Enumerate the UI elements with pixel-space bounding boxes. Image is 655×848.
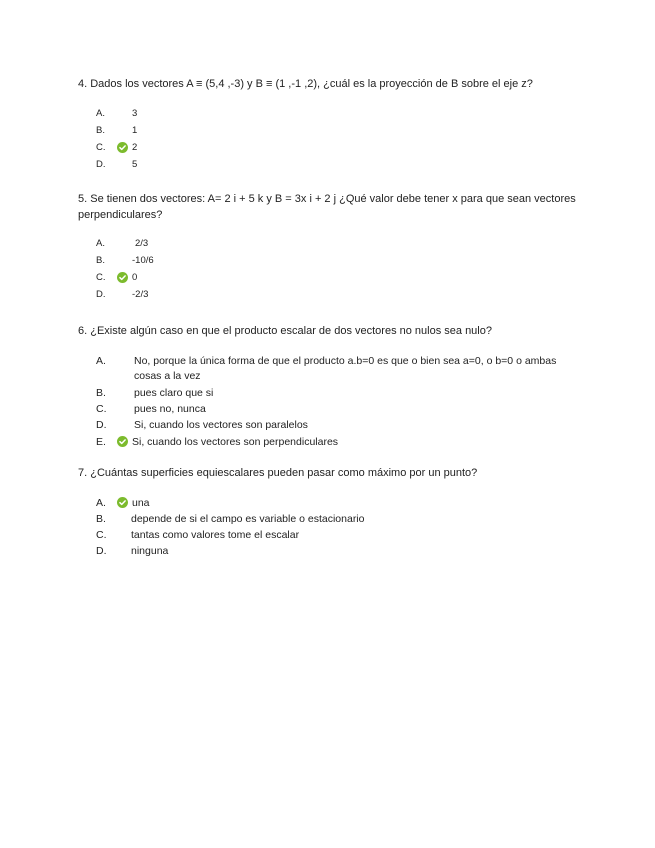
option-value: 0 [132, 272, 138, 283]
option-value: Si, cuando los vectores son paralelos [134, 419, 308, 431]
option-d [78, 418, 578, 435]
option-value: depende de si el campo es variable o estacionario [131, 513, 365, 525]
options-list [78, 237, 578, 305]
option-value: ninguna [131, 545, 169, 557]
option-letter: D. [96, 159, 106, 170]
option-value: No, porque la única forma de que el producto a.b=0 es que o bien sea a=0, o b=0 o ambas cosas a la vez [134, 355, 557, 382]
option-value: Si, cuando los vectores son perpendiculares [132, 436, 339, 448]
option-letter: B. [96, 387, 106, 399]
option-c [78, 141, 578, 158]
option-b [78, 512, 578, 528]
options-list [78, 354, 578, 452]
option-value: pues claro que si [134, 387, 214, 399]
option-letter: D. [96, 289, 106, 300]
option-c [78, 271, 578, 288]
option-letter: A. [96, 108, 105, 119]
option-b [78, 386, 578, 402]
option-letter: B. [96, 125, 105, 136]
option-c [78, 528, 578, 544]
question-text: 4. Dados los vectores A ≡ (5,4 ,-3) y B ≡ (1 ,-1 ,2), ¿cuál es la proyección de B sobre el eje z? [78, 78, 533, 90]
option-letter: C. [96, 403, 107, 415]
question-text: 5. Se tienen dos vectores: A= 2 i + 5 k y B = 3x i + 2 j ¿Qué valor debe tener x para que sean vectores perpendiculares? [78, 193, 576, 221]
option-letter: D. [96, 419, 107, 431]
option-value: una [132, 497, 150, 509]
option-letter: B. [96, 255, 105, 266]
option-a [78, 237, 578, 254]
options-list [78, 496, 578, 560]
question-5 [78, 191, 578, 305]
option-a [78, 354, 578, 386]
option-value: 3 [132, 108, 138, 119]
option-letter: A. [96, 238, 105, 249]
option-letter: B. [96, 513, 106, 525]
option-value: -2/3 [132, 289, 149, 300]
option-value: 1 [132, 125, 138, 136]
check-circle-icon [117, 497, 128, 508]
option-value: tantas como valores tome el escalar [131, 529, 300, 541]
option-b [78, 124, 578, 141]
option-letter: A. [96, 355, 106, 367]
option-value: 2 [132, 142, 138, 153]
option-letter: C. [96, 529, 107, 541]
option-a [78, 107, 578, 124]
option-letter: C. [96, 272, 106, 283]
question-text: 6. ¿Existe algún caso en que el producto escalar de dos vectores no nulos sea nulo? [78, 325, 492, 337]
option-letter: A. [96, 497, 106, 509]
option-value: 2/3 [135, 238, 149, 249]
option-c [78, 402, 578, 418]
option-value: 5 [132, 159, 138, 170]
option-d [78, 288, 578, 305]
option-a [78, 496, 578, 512]
check-circle-icon [117, 142, 128, 153]
option-value: -10/6 [132, 255, 154, 266]
options-list [78, 107, 578, 175]
option-letter: E. [96, 436, 106, 448]
question-text: 7. ¿Cuántas superficies equiescalares pueden pasar como máximo por un punto? [78, 467, 478, 479]
option-e [78, 435, 578, 452]
option-d [78, 544, 578, 560]
option-letter: D. [96, 545, 107, 557]
option-b [78, 254, 578, 271]
option-value: pues no, nunca [134, 403, 206, 415]
option-d [78, 158, 578, 175]
check-circle-icon [117, 436, 128, 447]
question-4 [78, 76, 578, 175]
question-6 [78, 323, 578, 452]
question-7 [78, 465, 578, 560]
check-circle-icon [117, 272, 128, 283]
option-letter: C. [96, 142, 106, 153]
